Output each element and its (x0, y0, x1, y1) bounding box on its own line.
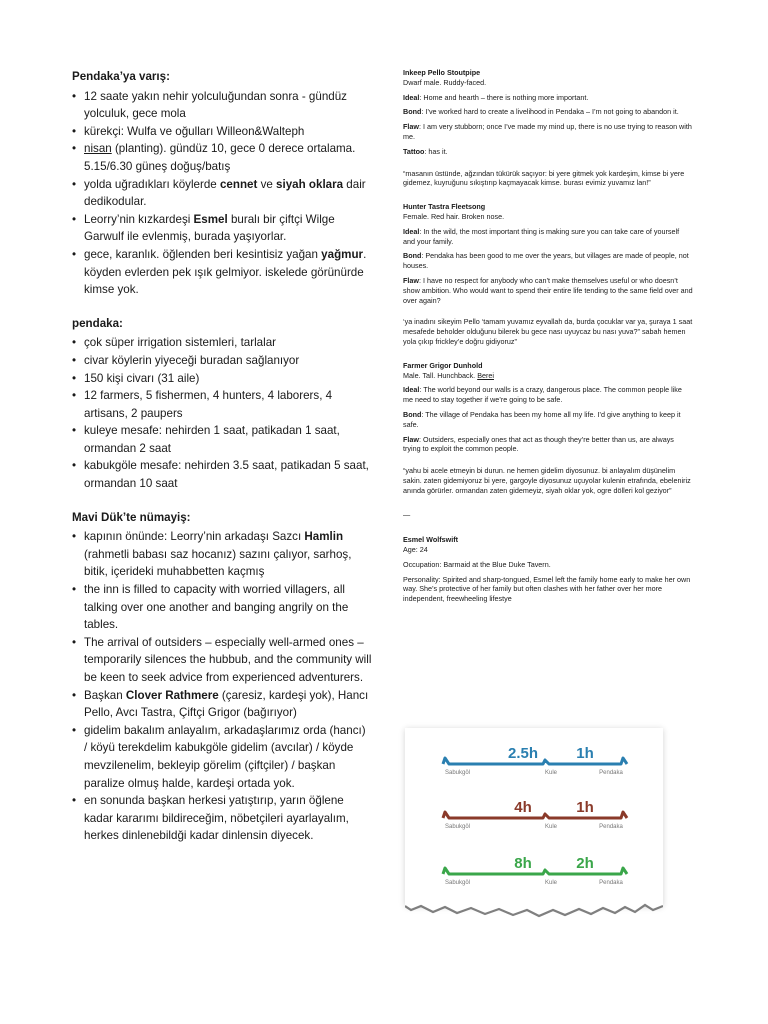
quote-pello: “masanın üstünde, ağzından tükürük saçıyor: bi yere gitmek yok kardeşim, kimse bi yere gidemez, kuyruğunu sıkıştırıp kaçmayacak kimse. burası evimiz yuvamız lan!” (403, 168, 685, 188)
route-label-from: Sabukgöl (445, 770, 471, 776)
route-time-1: 2.5h (507, 745, 539, 762)
list-item: • nisan (planting). gündüz 10, gece 0 derece ortalama. 5.15/6.30 güneş doğuş/batış (72, 140, 372, 175)
npc-ideal: Ideal: Home and hearth – there is nothing more important. (403, 92, 589, 102)
npc-ideal: Ideal: The world beyond our walls is a crazy, dangerous place. The common people like me need to stay together if we’re going to be safe. (403, 385, 682, 405)
npc-bond: Bond: I’ve worked hard to create a livelihood in Pendaka – I’m not going to abandon it. (403, 107, 679, 117)
npc-pello (403, 68, 693, 157)
npc-desc: Dwarf male. Ruddy-faced. (403, 77, 487, 87)
npc-bond: Bond: The village of Pendaka has been my home all my life. I’d give anything to keep it safe. (403, 409, 681, 429)
route-label-from: Sabukgöl (445, 880, 471, 886)
npc-personality: Personality: Spirited and sharp-tongued, Esmel left the family home early to make her own way. She’s protective of her family but often clashes with her father over her more independent, freewheeling lifestye (403, 574, 691, 604)
list-item: • the inn is filled to capacity with worried villagers, all talking over one another and banging angrily on the tables. (72, 581, 372, 634)
quote-grigor: “yahu bi acele etmeyin bi durun. ne hemen gidelim diyosunuz. bi anlayalım düşünelim sakin. zaten gidemiyoruz bi yere, gargoyle diyosunuz uçuyolar kulenin etrafında, ebeleniriz anında görürler. ormandan zaten gidemeyiz, siyah oklar yok, ogre dölleri kol geziyor” (403, 466, 691, 495)
route-label-to: Pendaka (599, 770, 623, 776)
route-label-from: Sabukgöl (445, 824, 471, 830)
npc-esmel (403, 535, 693, 604)
travel-routes-svg (405, 728, 663, 906)
list-item: • Başkan Clover Rathmere (çaresiz, kardeşi yok), Hancı Pello, Avcı Tastra, Çiftçi Grigor (bağırıyor) (72, 687, 372, 722)
travel-time-card (405, 728, 663, 906)
torn-paper-edge (405, 898, 663, 918)
list-item: • kürekçi: Wulfa ve oğulları Willeon&Walteph (72, 123, 372, 141)
npc-desc: Male. Tall. Hunchback. Berei (403, 370, 494, 380)
npc-grigor (403, 361, 693, 454)
route-line (443, 868, 627, 874)
npc-ideal: Ideal: In the wild, the most important thing is making sure you can take care of yourself and your family. (403, 226, 680, 246)
route-line (443, 812, 627, 818)
section-arrival (72, 68, 372, 299)
list-item: • The arrival of outsiders – especially well-armed ones – temporarily silences the hubbub, and the community will be keen to seek advice from experienced adventurers. (72, 634, 372, 687)
right-column (403, 68, 693, 616)
list-item: • 12 farmers, 5 fishermen, 4 hunters, 4 laborers, 4 artisans, 2 paupers (72, 387, 372, 422)
separator-dash: — (403, 509, 411, 519)
route-label-to: Pendaka (599, 880, 623, 886)
list-item: • yolda uğradıkları köylerde cennet ve siyah oklara dair dedikodular. (72, 176, 372, 211)
section-mavi-duk (72, 509, 372, 845)
npc-occupation: Occupation: Barmaid at the Blue Duke Tavern. (403, 559, 551, 569)
route-label-mid: Kule (544, 770, 558, 776)
npc-flaw: Flaw: Outsiders, especially ones that act as though they’re better than us, are always trying to exploit the common people. (403, 434, 674, 454)
npc-flaw: Flaw: I am very stubborn; once I’ve made my mind up, there is no use trying to reason with me. (403, 122, 692, 141)
route-time-2: 1h (576, 799, 594, 816)
npc-flaw: Flaw: I have no respect for anybody who can’t make themselves useful or who doesn’t show ambition. Who would want to spend their entire life tending to the same field over and over again? (403, 275, 693, 305)
list-item: • kuleye mesafe: nehirden 1 saat, patikadan 1 saat, ormandan 2 saat (72, 422, 372, 457)
bullet-list (72, 88, 372, 299)
list-item: • gidelim bakalım anlayalım, arkadaşlarımız orda (hancı) / köyü terekdelim kabukgöle gidelim (avcılar) / köyde mevzilenelim, bekleyip görelim (çiftçiler) / başkan paralize olmuş halde, kardeşi ortada yok. (72, 722, 372, 792)
section-title: pendaka: (72, 316, 123, 330)
list-item: • çok süper irrigation sistemleri, tarlalar (72, 334, 372, 352)
list-item: • 12 saate yakın nehir yolculuğundan sonra - gündüz yolculuk, gece mola (72, 88, 372, 123)
list-item: • gece, karanlık. öğlenden beri kesintisiz yağan yağmur. köyden evlerden pek ışık gelmiyor. iskelede görünürde kimse yok. (72, 246, 372, 299)
npc-name: Hunter Tastra Fleetsong (403, 202, 486, 212)
section-pendaka (72, 315, 372, 493)
route-time-2: 2h (576, 855, 594, 872)
npc-desc: Female. Red hair. Broken nose. (403, 211, 505, 221)
npc-name: Farmer Grigor Dunhold (403, 360, 483, 370)
npc-tastra (403, 202, 693, 305)
list-item: • 150 kişi civarı (31 aile) (72, 370, 372, 388)
section-title: Pendaka’ya varış: (72, 70, 170, 83)
route-time-1: 8h (514, 855, 532, 872)
bullet-list (72, 528, 372, 845)
list-item: • kabukgöle mesafe: nehirden 3.5 saat, patikadan 5 saat, ormandan 10 saat (72, 457, 372, 492)
route-time-2: 1h (576, 745, 594, 762)
npc-name: Esmel Wolfswift (403, 535, 458, 545)
list-item: • Leorry’nin kızkardeşi Esmel buralı bir çiftçi Wilge Garwulf ile evlenmiş, burada yaşıyorlar. (72, 211, 372, 246)
npc-age: Age: 24 (403, 545, 428, 555)
bullet-list (72, 334, 372, 492)
left-column (72, 68, 372, 861)
quote-tastra: ‘ya inadını sikeyim Pello ‘tamam yuvamız eyvallah da, burda çocuklar var ya, şuraya 1 saat mesafede beholder olduğunu bilerek bu gece nası uyuycaz bu nası yuva?” sabah hemen yola çıkıp frickley’e doğru gidiyoruz” (403, 317, 693, 346)
npc-bond: Bond: Pendaka has been good to me over the years, but villages are made of people, not houses. (403, 251, 689, 271)
list-item: • kapının önünde: Leorry’nin arkadaşı Sazcı Hamlin (rahmetli babası saz hocanız) sazını çalıyor, sarhoş, bitik, içerideki muhabbetten kaçmış (72, 528, 372, 581)
route-label-to: Pendaka (599, 824, 623, 830)
route-label-mid: Kule (544, 824, 558, 830)
section-title: Mavi Dük’te nümayiş: (72, 510, 191, 524)
npc-tattoo: Tattoo: has it. (403, 146, 448, 156)
route-label-mid: Kule (544, 880, 558, 886)
route-time-1: 4h (514, 799, 532, 816)
list-item: • en sonunda başkan herkesi yatıştırıp, yarın öğlene kadar kararımı bildireceğim, nöbetçileri ayarlayalım, herkes dinlenebildği kadar dinlensin diyecek. (72, 792, 372, 845)
list-item: • civar köylerin yiyeceği buradan sağlanıyor (72, 352, 372, 370)
npc-name: Inkeep Pello Stoutpipe (403, 68, 481, 77)
